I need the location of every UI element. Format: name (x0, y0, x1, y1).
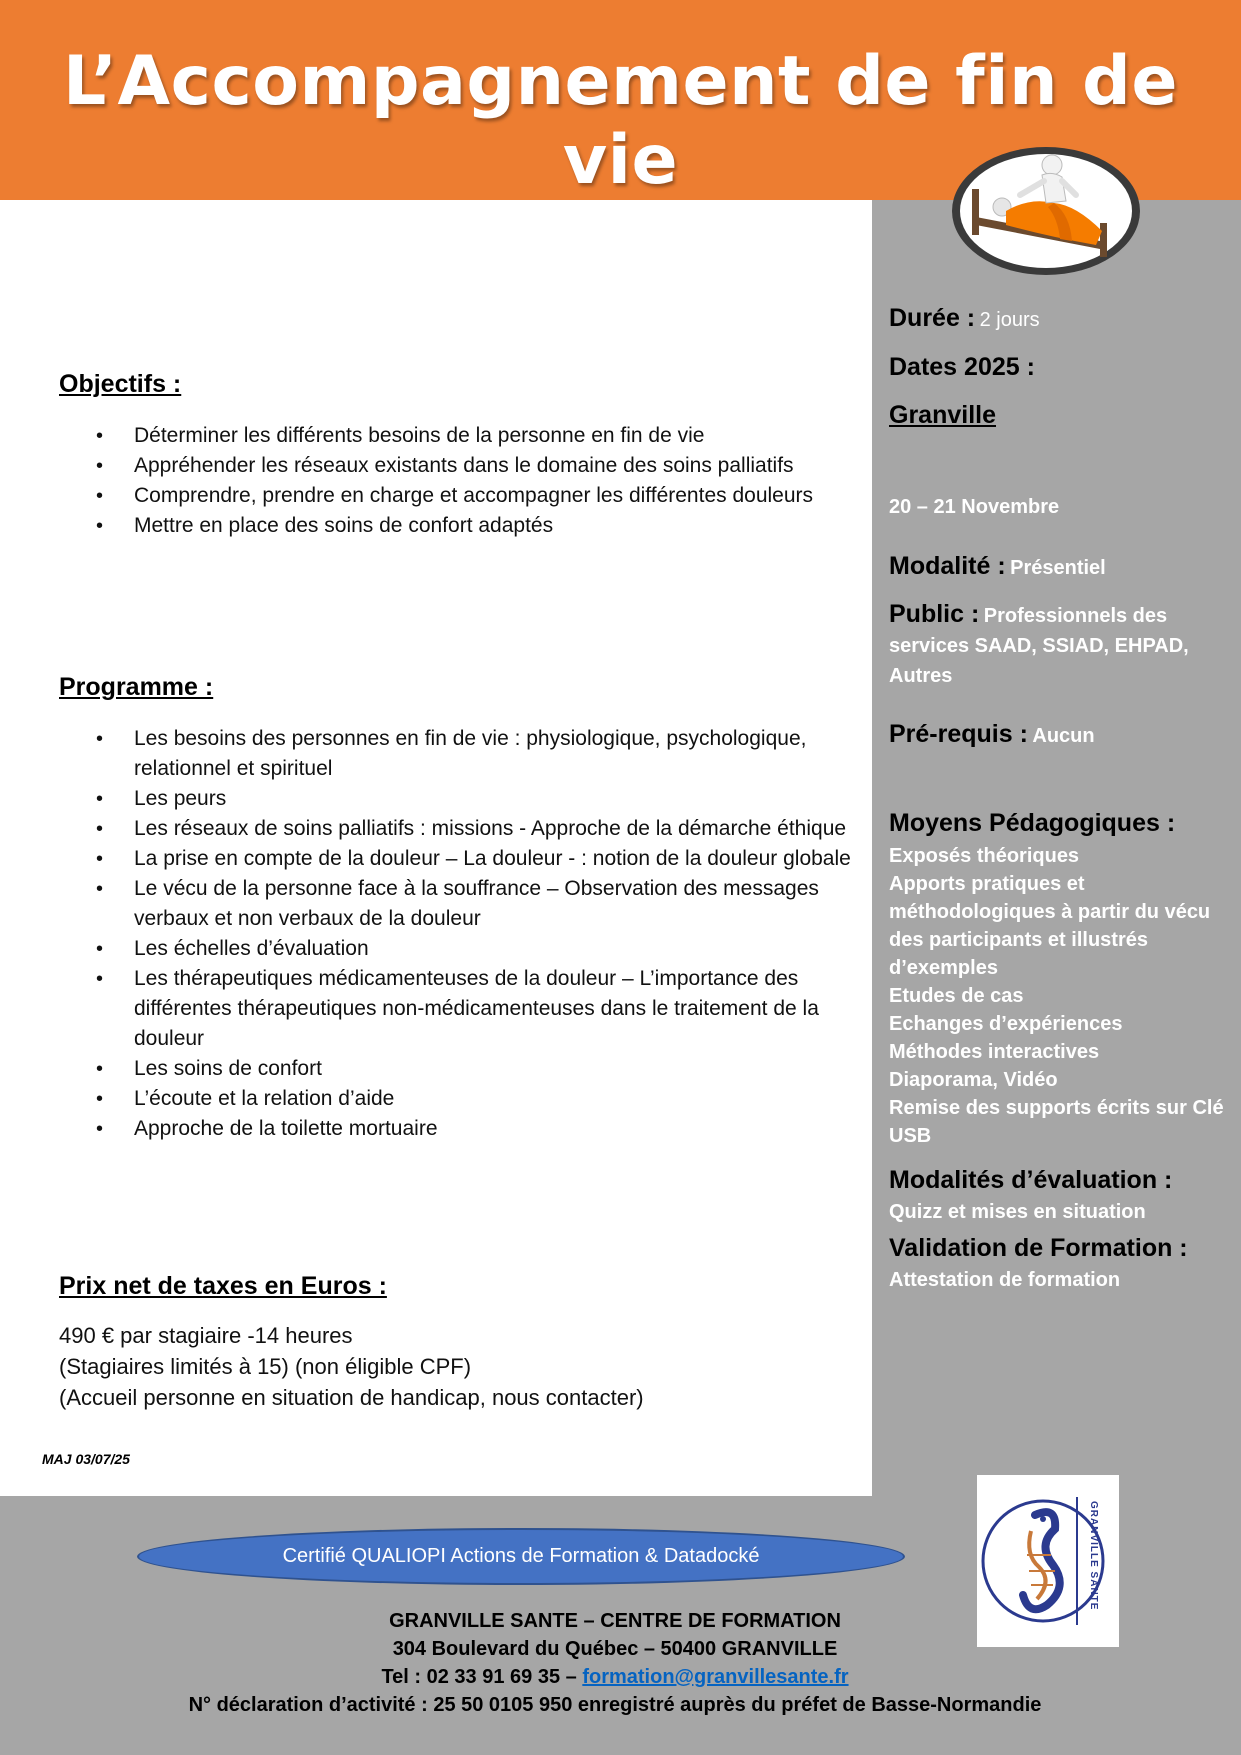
list-item: • Déterminer les différents besoins de la personne en fin de vie (96, 421, 866, 451)
list-item: • Les réseaux de soins palliatifs : missions - Approche de la démarche éthique (96, 814, 866, 844)
evaluation-value: Quizz et mises en situation (889, 1201, 1146, 1223)
list-item: Remise des supports écrits sur Clé USB (889, 1097, 1224, 1147)
qualiopi-badge: Certifié QUALIOPI Actions de Formation & Datadocké (137, 1528, 905, 1585)
public-row (889, 600, 1229, 692)
duree-value: 2 jours (979, 309, 1040, 331)
list-item: • Les thérapeutiques médicamenteuses de la douleur – L’importance des différentes thérapeutiques non-médicamenteuses dans le traitement de la douleur (96, 964, 866, 1054)
prix-line: (Stagiaires limités à 15) (non éligible CPF) (59, 1354, 472, 1379)
page-title: L’Accompagnement de fin de vie (63, 42, 1178, 200)
org-address: 304 Boulevard du Québec – 50400 GRANVILLE (392, 1638, 838, 1660)
list-item: • Comprendre, prendre en charge et accompagner les différentes douleurs (96, 481, 866, 511)
lieu-label: Granville (889, 401, 996, 429)
prerequis-value: Aucun (1032, 725, 1095, 747)
public-value: Professionnels des services SAAD, SSIAD, EHPAD, Autres (889, 605, 1189, 687)
list-item: • Les soins de confort (96, 1054, 866, 1084)
list-item: Etudes de cas (889, 985, 1024, 1007)
duree-label: Durée : (889, 304, 976, 332)
modalite-row (889, 552, 1229, 581)
prix-line: (Accueil personne en situation de handicap, nous contacter) (59, 1385, 644, 1410)
moyens-list (889, 842, 1229, 1150)
list-item: • Les échelles d’évaluation (96, 934, 866, 964)
prix-details (59, 1320, 644, 1413)
update-date: MAJ 03/07/25 (42, 1451, 130, 1467)
programme-list (96, 724, 866, 1144)
objectifs-list (96, 421, 866, 541)
org-name: GRANVILLE SANTE – CENTRE DE FORMATION (389, 1610, 841, 1632)
list-item: Diaporama, Vidéo (889, 1069, 1058, 1091)
list-item: • Approche de la toilette mortuaire (96, 1114, 866, 1144)
evaluation-label: Modalités d’évaluation : (889, 1166, 1173, 1194)
list-item: • Appréhender les réseaux existants dans le domaine des soins palliatifs (96, 451, 866, 481)
prix-line: 490 € par stagiaire -14 heures (59, 1323, 353, 1348)
moyens-label: Moyens Pédagogiques : (889, 809, 1176, 837)
list-item: • Les peurs (96, 784, 866, 814)
list-item: Echanges d’expériences (889, 1013, 1123, 1035)
caregiver-bed-illustration-icon (950, 145, 1142, 277)
duree-row (889, 304, 1229, 333)
dates-value: 20 – 21 Novembre (889, 496, 1060, 518)
list-item: • La prise en compte de la douleur – La douleur - : notion de la douleur globale (96, 844, 866, 874)
modalite-label: Modalité : (889, 552, 1006, 580)
objectifs-title: Objectifs : (59, 370, 182, 398)
programme-title: Programme : (59, 673, 214, 701)
telephone: Tel : 02 33 91 69 35 – (381, 1666, 577, 1688)
public-label: Public : (889, 600, 980, 628)
logo-text: GRANVILLE SANTE (1088, 1501, 1099, 1611)
email-link[interactable]: formation@granvillesante.fr (582, 1666, 849, 1688)
list-item: • Mettre en place des soins de confort adaptés (96, 511, 866, 541)
prerequis-row (889, 720, 1229, 749)
list-item: Exposés théoriques (889, 845, 1080, 867)
list-item: • Le vécu de la personne face à la souffrance – Observation des messages verbaux et non verbaux de la douleur (96, 874, 866, 934)
prix-title: Prix net de taxes en Euros : (59, 1272, 387, 1300)
list-item: Méthodes interactives (889, 1041, 1100, 1063)
contact-line (0, 1666, 1230, 1689)
validation-value: Attestation de formation (889, 1269, 1121, 1291)
prerequis-label: Pré-requis : (889, 720, 1028, 748)
modalite-value: Présentiel (1010, 557, 1106, 579)
dates-label: Dates 2025 : (889, 353, 1035, 381)
list-item: • L’écoute et la relation d’aide (96, 1084, 866, 1114)
validation-label: Validation de Formation : (889, 1234, 1188, 1262)
list-item: Apports pratiques et méthodologiques à partir du vécu des participants et illustrés d’exemples (889, 873, 1211, 979)
declaration-activite: N° déclaration d’activité : 25 50 0105 950 enregistré auprès du préfet de Basse-Normandie (188, 1694, 1042, 1716)
list-item: • Les besoins des personnes en fin de vie : physiologique, psychologique, relationnel et spirituel (96, 724, 866, 784)
